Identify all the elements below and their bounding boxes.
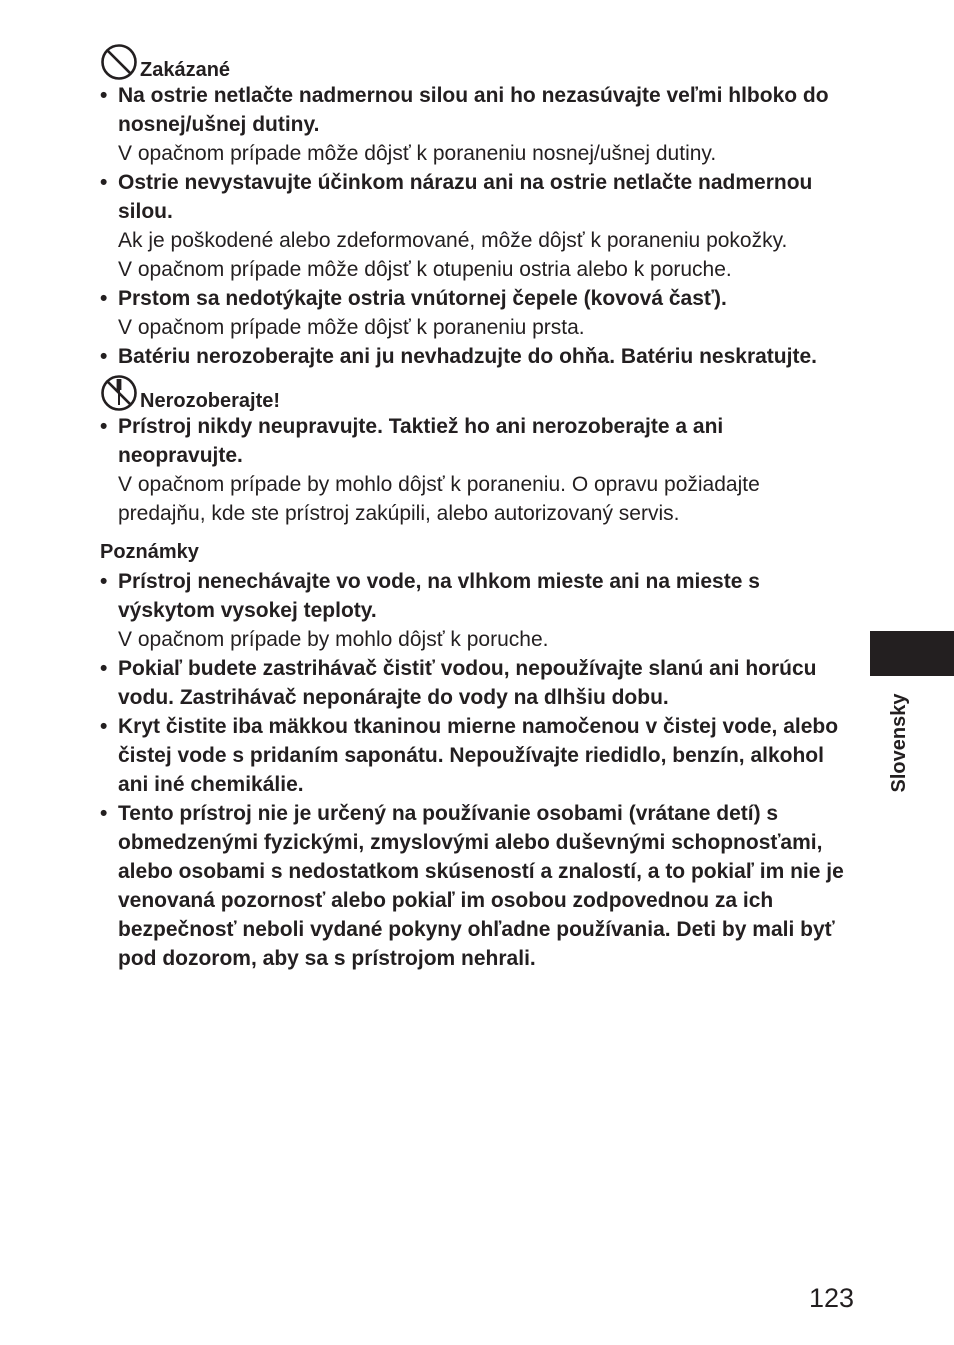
item-text: • Prístroj nikdy neupravujte. Taktiež ho ani nerozoberajte a ani neopravujte. xyxy=(118,415,724,467)
item-note: V opačnom prípade môže dôjsť k otupeniu ostria alebo k poruche. xyxy=(118,258,732,281)
list-item xyxy=(100,284,850,342)
prohibited-list xyxy=(100,81,850,371)
item-note: V opačnom prípade môže dôjsť k poraneniu nosnej/ušnej dutiny. xyxy=(118,142,717,165)
no-disassembly-heading xyxy=(100,371,850,412)
list-item xyxy=(100,81,850,168)
list-item xyxy=(100,712,850,799)
item-note: V opačnom prípade by mohlo dôjsť k poruche. xyxy=(118,628,549,651)
list-item xyxy=(100,567,850,654)
language-side-label xyxy=(887,688,911,798)
item-text: • Tento prístroj nie je určený na používanie osobami (vrátane detí) s obmedzenými fyzickými, zmyslovými alebo duševnými schopnosťami, alebo osobami s nedostatkom skúseností a znalostí, a to pokiaľ im nie je venovaná pozornosť alebo pokiaľ im osobou zodpovednou za ich bezpečnosť neboli vydané pokyny ohľadne používania. Deti by mali byť pod dozorom, aby sa s prístrojom nehrali. xyxy=(118,802,844,970)
prohibition-icon xyxy=(100,43,138,81)
list-item xyxy=(100,799,850,973)
no-disassembly-icon xyxy=(100,374,138,412)
item-text: • Batériu nerozoberajte ani ju nevhadzujte do ohňa. Batériu neskratujte. xyxy=(118,345,817,368)
list-item xyxy=(100,654,850,712)
item-note: V opačnom prípade môže dôjsť k poraneniu prsta. xyxy=(118,316,585,339)
list-item xyxy=(100,168,850,284)
page-number: 123 xyxy=(808,1283,854,1313)
no-disassembly-list xyxy=(100,412,850,528)
no-disassembly-title: Nerozoberajte! xyxy=(140,390,281,412)
notes-heading: Poznámky xyxy=(100,541,199,563)
item-text: • Na ostrie netlačte nadmernou silou ani ho nezasúvajte veľmi hlboko do nosnej/ušnej dutiny. xyxy=(118,84,829,136)
item-text: • Kryt čistite iba mäkkou tkaninou mierne namočenou v čistej vode, alebo čistej vode s pridaním saponátu. Nepoužívajte riedidlo, benzín, alkohol ani iné chemikálie. xyxy=(118,715,839,796)
language-label: Slovensky xyxy=(888,693,910,793)
list-item xyxy=(100,342,850,371)
item-note: Ak je poškodené alebo zdeformované, môže dôjsť k poraneniu pokožky. xyxy=(118,229,788,252)
prohibited-title: Zakázané xyxy=(140,59,231,81)
item-text: • Prístroj nenechávajte vo vode, na vlhkom mieste ani na mieste s výskytom vysokej teploty. xyxy=(118,570,760,622)
item-text: • Prstom sa nedotýkajte ostria vnútornej čepele (kovová časť). xyxy=(118,287,727,310)
item-text: • Pokiaľ budete zastrihávač čistiť vodou, nepoužívajte slanú ani horúcu vodu. Zastrihávač neponárajte do vody na dlhšiu dobu. xyxy=(118,657,817,709)
language-tab-marker xyxy=(870,631,954,676)
notes-list xyxy=(100,567,850,973)
item-text: • Ostrie nevystavujte účinkom nárazu ani na ostrie netlačte nadmernou silou. xyxy=(118,171,813,223)
prohibited-heading xyxy=(100,40,850,81)
page-content xyxy=(100,40,850,973)
list-item xyxy=(100,412,850,528)
item-note: V opačnom prípade by mohlo dôjsť k poraneniu. O opravu požiadajte predajňu, kde ste prístroj zakúpili, alebo autorizovaný servis. xyxy=(118,473,760,525)
